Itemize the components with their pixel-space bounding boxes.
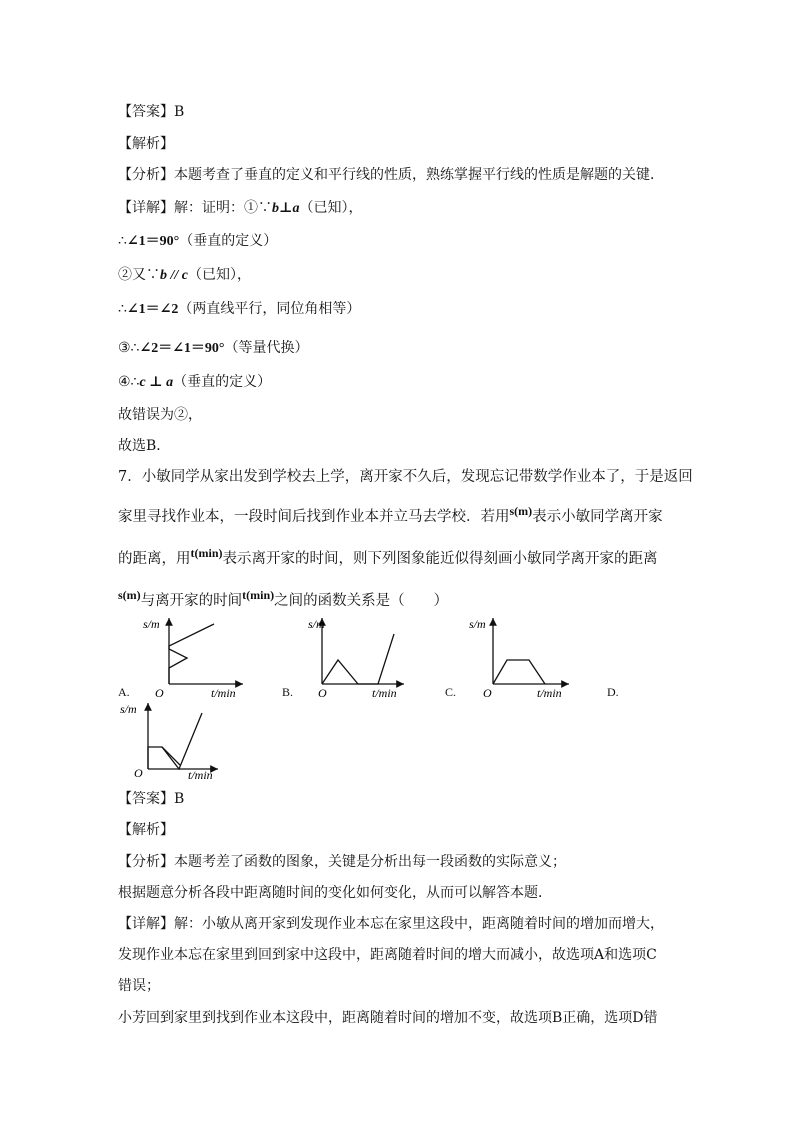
graph-d-xlabel: t/min: [188, 768, 213, 782]
option-c-label: C.: [445, 685, 457, 699]
q6-step6: [118, 372, 271, 393]
q6-step3-prefix: ②又∵: [118, 267, 160, 283]
q6-step5-suffix: （等量代换）: [224, 340, 309, 356]
q6-detail-suffix: （已知），: [299, 200, 363, 216]
option-b-label: B.: [282, 685, 294, 699]
graph-option-d: [118, 697, 233, 787]
graph-c-curve: [493, 660, 545, 684]
q6-choose: 故选B．: [118, 438, 171, 454]
q6-step6-prefix: ④∴: [118, 374, 140, 390]
q7-stem-line2: [118, 504, 663, 527]
graph-c-ylabel: s/m: [469, 617, 486, 631]
q6-step4-suffix: （两直线平行，同位角相等）: [178, 301, 361, 317]
q7-fenxi-2: 根据题意分析各段中距离随时间的变化如何变化，从而可以解答本题．: [118, 885, 552, 901]
q7-stem4-c: 之间的函数关系是（ ）: [274, 593, 449, 609]
graph-c-origin: O: [483, 686, 492, 700]
q7-answer: 【答案】B: [118, 791, 185, 807]
q7-detail-2: 发现作业本忘在家里到回到家中这段中，距离随着时间的增大而减小，故选项A和选项C: [118, 947, 657, 963]
q7-tmin-symbol: t(min): [190, 546, 223, 560]
q6-detail-perp: ⊥: [279, 201, 293, 216]
q7-detail-1: 【详解】解：小敏从离开家到发现作业本忘在家里这段中，距离随着时间的增加而增大，: [118, 916, 664, 932]
q6-detail-prefix: 【详解】解：证明：①∵: [118, 200, 272, 216]
graph-c-xlabel: t/min: [537, 686, 562, 700]
q6-step2-math: ∠1＝90°: [126, 234, 180, 249]
q6-step2-prefix: ∴: [118, 233, 127, 249]
graph-b-curve: [322, 634, 394, 684]
q7-detail-3: 错误；: [118, 978, 160, 994]
q6-wrong: 故错误为②，: [118, 407, 202, 423]
q7-sm-symbol: s(m): [509, 504, 533, 518]
graph-option-a: [135, 612, 250, 702]
q6-step2: [118, 231, 277, 252]
q6-step5-prefix: ③∴: [118, 340, 140, 356]
q6-step3-math: b // c: [160, 268, 188, 283]
q6-step4: [118, 299, 360, 320]
q7-stem2-a: 家里寻找作业本，一段时间后找到作业本并立马去学校．若用: [118, 509, 510, 525]
q6-step2-suffix: （垂直的定义）: [179, 233, 278, 249]
graph-b-xlabel: t/min: [372, 686, 397, 700]
graph-a-ylabel: s/m: [143, 617, 160, 631]
graph-d-curve-2: [162, 747, 180, 765]
q6-answer: 【答案】B: [118, 104, 185, 120]
q6-analysis-heading: 【解析】: [118, 136, 174, 152]
graph-a-curve: [169, 624, 214, 684]
q7-fenxi: 【分析】本题考差了函数的图象，关键是分析出每一段函数的实际意义；: [118, 854, 566, 870]
q6-step5-math: ∠2＝∠1＝90°: [139, 341, 225, 356]
q7-detail-4: 小芳回到家里到找到作业本这段中，距离随着时间的增加不变，故选项B正确，选项D错: [118, 1010, 658, 1026]
q6-detail-line: [118, 198, 362, 219]
q7-stem3-b: 表示离开家的时间，则下列图象能近似得刻画小敏同学离开家的距离: [222, 551, 658, 567]
graph-a-xlabel: t/min: [211, 686, 236, 700]
q6-step3: [118, 265, 251, 286]
q7-stem-line4: [118, 588, 449, 611]
q7-stem-line1: 7．小敏同学从家出发到学校去上学，离开家不久后，发现忘记带数学作业本了，于是返回: [118, 469, 693, 485]
graph-d-origin: O: [134, 766, 143, 780]
q7-stem4-b: 与离开家的时间: [140, 593, 243, 609]
option-d-label: D.: [607, 685, 619, 699]
graph-b-ylabel: s/m: [308, 617, 325, 631]
q6-step5: [118, 338, 309, 359]
q7-stem3-a: 的距离，用: [118, 551, 191, 567]
q6-step6-suffix: （垂直的定义）: [173, 374, 272, 390]
graph-d-ylabel: s/m: [120, 702, 137, 716]
graph-option-c: [461, 612, 576, 702]
q6-fenxi: 【分析】本题考查了垂直的定义和平行线的性质，熟练掌握平行线的性质是解题的关键．: [118, 167, 664, 183]
option-a-label: A.: [118, 685, 130, 699]
q6-detail-b: b: [272, 201, 279, 216]
q7-stem-line3: [118, 546, 658, 569]
graph-option-b: [298, 612, 413, 702]
q6-detail-a: a: [292, 201, 300, 216]
graph-a-origin: O: [155, 686, 164, 700]
graph-b-origin: O: [318, 686, 327, 700]
q7-analysis-heading: 【解析】: [118, 822, 174, 838]
q6-step3-suffix: （已知），: [188, 267, 251, 283]
q7-tmin-symbol-2: t(min): [242, 588, 275, 602]
q6-step6-math: c ⊥ a: [139, 375, 174, 390]
q6-step4-math: ∠1＝∠2: [126, 302, 179, 317]
q7-stem2-b: 表示小敏同学离开家: [532, 509, 663, 525]
q6-step4-prefix: ∴: [118, 301, 127, 317]
q7-sm-symbol-2: s(m): [118, 588, 141, 602]
